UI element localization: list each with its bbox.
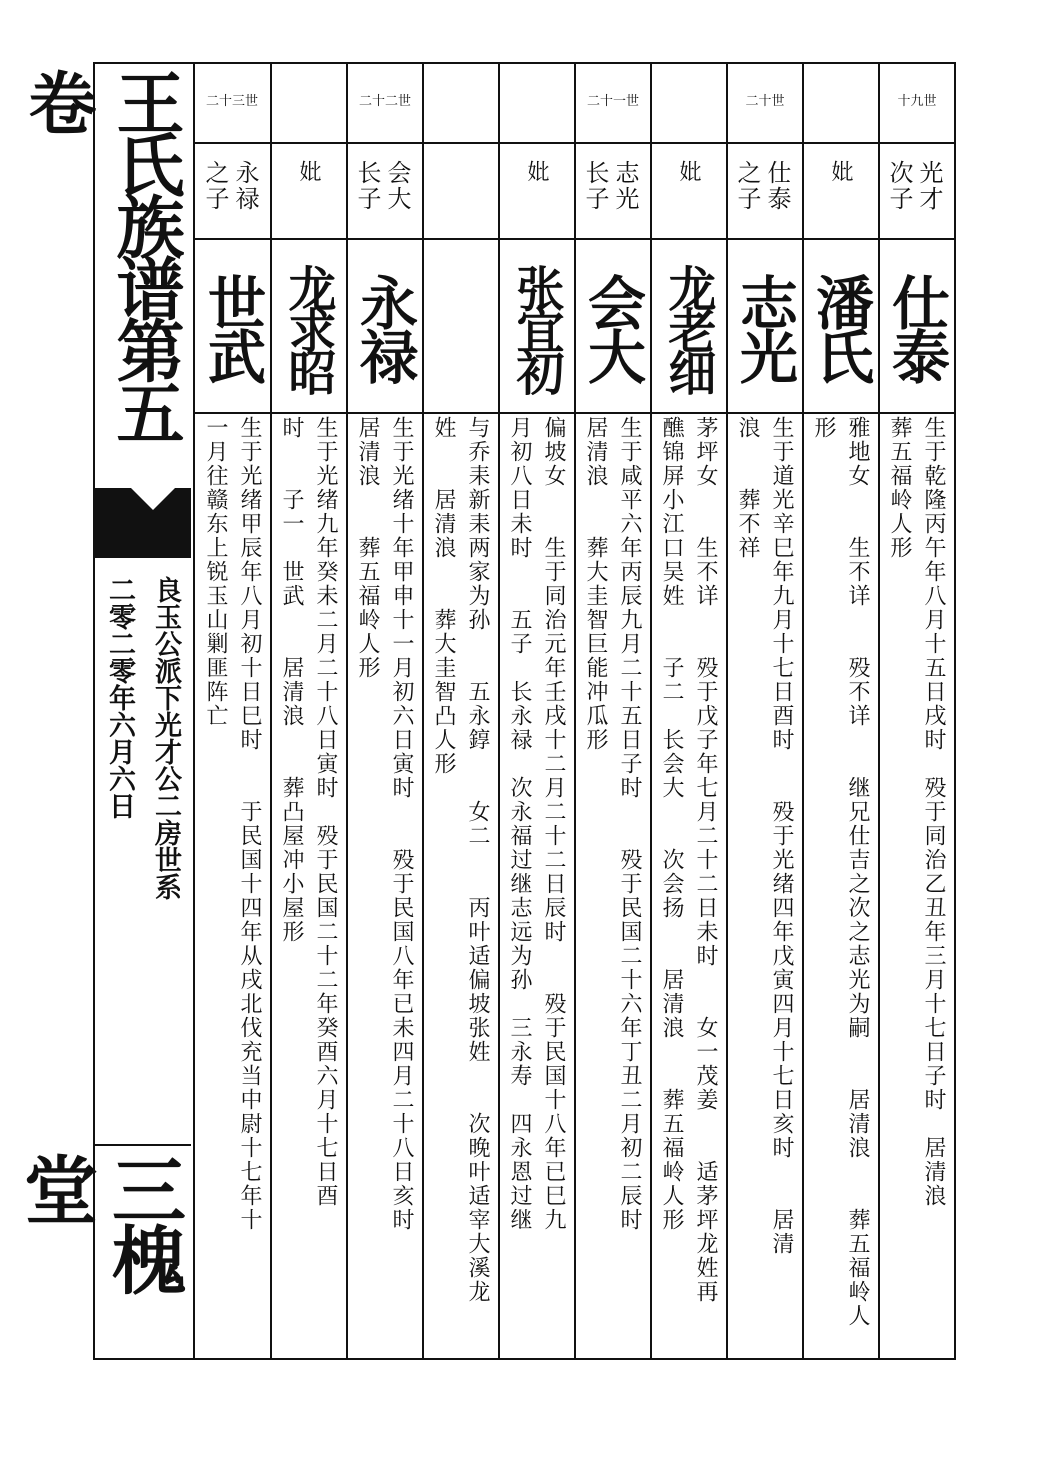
relation-cell (348, 160, 422, 244)
relation-cell (500, 160, 574, 244)
person-name: 龙老细 (660, 264, 716, 390)
biography-line: 生于乾隆丙午年八月十五日戌时 殁于同治乙丑年三月十七日子时 居清浪 (921, 416, 946, 1208)
relation-parent: 会大 (383, 160, 411, 212)
generation-column (498, 64, 574, 1358)
biography-line: 茅坪女 生不详 殁于戊子年七月二十二日未时 女一茂姜 适茅坪龙姓再 (693, 416, 718, 1304)
person-name: 会大 (578, 273, 646, 381)
biography-line: 醮锦屏小江口吴姓 子二 长会大 次会扬 居清浪 葬五福岭人形 (659, 416, 684, 1232)
biography-line: 与乔耒新耒两家为孙 五永錞 女二 丙叶适偏坡张姓 次晚叶适宰大溪龙 (465, 416, 490, 1304)
relation-order: 之子 (733, 160, 761, 212)
relation-cell (194, 160, 270, 244)
branch-subtitle: 良玉公派下光才公二房世系 (150, 576, 181, 900)
person-name: 张宜初 (508, 264, 564, 390)
relation-text: 妣 (524, 160, 549, 182)
relation-order: 长子 (353, 160, 381, 212)
generation-column (574, 64, 650, 1358)
generation-label: 二十世 (745, 94, 785, 109)
person-name: 潘氏 (806, 273, 874, 381)
biography-line: 生于光绪甲辰年八月初十日巳时 于民国十四年从戌北伐充当中尉十七年十 (237, 416, 262, 1232)
relation-order: 长子 (581, 160, 609, 212)
biography-line: 雅地女 生不详 殁不详 继兄仕吉之次之志光为嗣 居清浪 葬五福岭人 (845, 416, 870, 1328)
generation-column (346, 64, 422, 1358)
relation-parent: 仕泰 (763, 160, 791, 212)
hall-name: 三槐堂 (12, 1152, 186, 1292)
biography-line: 居清浪 葬大圭智巨能冲瓜形 (583, 416, 608, 752)
relation-text: 妣 (296, 160, 321, 182)
person-name: 世武 (198, 273, 266, 381)
hall-box (12, 1144, 191, 1362)
relation-order: 次子 (885, 160, 913, 212)
title-banner (95, 488, 191, 558)
person-name (424, 242, 498, 412)
relation-order: 之子 (201, 160, 229, 212)
generation-label: 二十一世 (586, 94, 639, 109)
generation-column (802, 64, 878, 1358)
generation-column (650, 64, 726, 1358)
biography-line: 葬五福岭人形 (887, 416, 912, 560)
relation-parent: 光才 (915, 160, 943, 212)
biography-line: 偏坡女 生于同治元年壬戌十二月二十二日辰时 殁于民国十八年已巳九 (541, 416, 566, 1232)
biography-line: 生于道光辛巳年九月十七日酉时 殁于光绪四年戊寅四月十七日亥时 居清 (769, 416, 794, 1256)
relation-cell (728, 160, 802, 244)
relation-cell (576, 160, 650, 244)
book-title: 王氏族谱第五卷 (17, 68, 185, 440)
biography-line: 生于咸平六年丙辰九月二十五日子时 殁于民国二十六年丁丑二月初二辰时 (617, 416, 642, 1232)
biography-line: 浪 葬不祥 (735, 416, 760, 560)
generation-column (878, 64, 954, 1358)
generation-column (270, 64, 346, 1358)
person-name: 仕泰 (882, 273, 950, 381)
generation-label: 二十三世 (205, 94, 258, 109)
generation-label: 二十二世 (358, 94, 411, 109)
relation-text: 妣 (828, 160, 853, 182)
person-name: 志光 (730, 273, 798, 381)
relation-cell (652, 160, 726, 244)
relation-cell (424, 160, 498, 244)
person-name: 永禄 (350, 273, 418, 381)
generation-column (726, 64, 802, 1358)
biography-line: 生于光绪十年甲申十一月初六日寅时 殁于民国八年已未四月二十八日亥时 (389, 416, 414, 1232)
biography-line: 居清浪 葬五福岭人形 (355, 416, 380, 680)
generation-label: 十九世 (897, 94, 937, 109)
biography-line: 月初八日未时 五子 长永禄 次永福过继志远为孙 三永寿 四永恩过继 (507, 416, 532, 1232)
biography-line: 生于光绪九年癸未二月二十八日寅时 殁于民国二十二年癸酉六月十七日酉 (313, 416, 338, 1208)
biography-line: 一月往赣东上锐玉山剿匪阵亡 (203, 416, 228, 728)
biography-line: 形 (811, 416, 836, 440)
person-name: 龙求昭 (280, 264, 336, 390)
generation-column (194, 64, 270, 1358)
generation-column (422, 64, 498, 1358)
relation-parent: 志光 (611, 160, 639, 212)
biography-line: 姓 居清浪 葬大圭智凸人形 (431, 416, 456, 776)
biography-line: 时 子一 世武 居清浪 葬凸屋冲小屋形 (279, 416, 304, 944)
relation-text: 妣 (676, 160, 701, 182)
compile-date: 二零二零年六月六日 (104, 576, 135, 819)
relation-cell (880, 160, 954, 244)
title-strip (12, 62, 193, 1360)
banner-notch (131, 488, 175, 510)
relation-parent: 永禄 (231, 160, 259, 212)
lineage-grid (193, 62, 956, 1360)
relation-cell (804, 160, 878, 244)
relation-cell (272, 160, 346, 244)
